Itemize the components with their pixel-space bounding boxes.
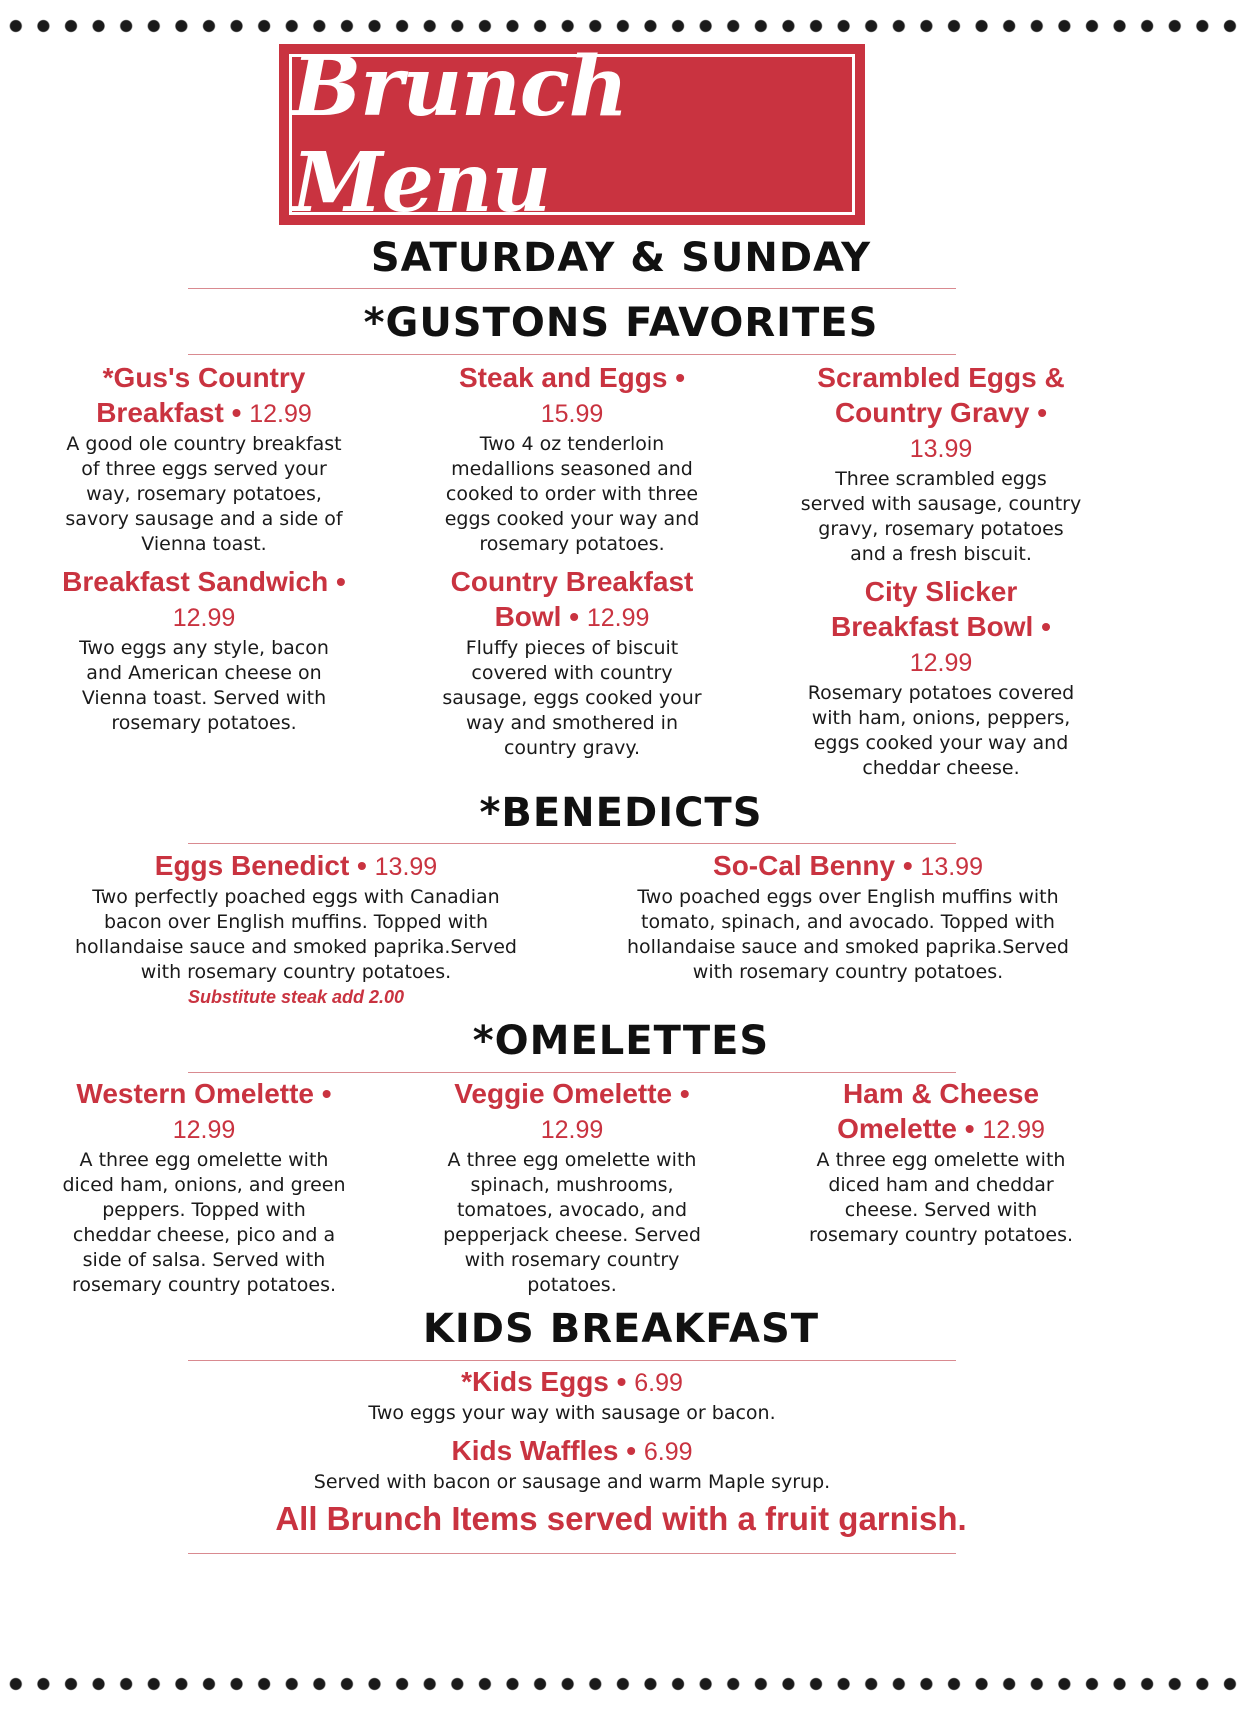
divider <box>188 1553 956 1554</box>
menu-item <box>62 1076 346 1298</box>
menu-title: Brunch Menu <box>292 38 628 231</box>
item-price: 6.99 <box>634 1369 683 1397</box>
item-description: Rosemary potatoes covered with ham, onions, peppers, eggs cooked your way and cheddar cheese. <box>807 682 1075 779</box>
item-price: 13.99 <box>374 853 438 881</box>
item-description: Two eggs your way with sausage or bacon. <box>368 1402 776 1424</box>
divider <box>188 843 956 844</box>
item-name: City Slicker Breakfast Bowl <box>831 576 1034 642</box>
item-description: Two poached eggs over English muffins with tomato, spinach, and avocado. Topped with hollandaise sauce and smoked paprika.Served with rosemary country potatoes. <box>627 886 1069 983</box>
item-price: 12.99 <box>249 400 312 428</box>
menu-item <box>62 360 346 557</box>
item-name: Veggie Omelette <box>454 1078 673 1109</box>
item-price: 12.99 <box>540 1116 604 1144</box>
menu-item <box>188 1433 956 1495</box>
item-description: A three egg omelette with diced ham and cheddar cheese. Served with rosemary country potatoes. <box>808 1149 1074 1246</box>
menu-item <box>618 848 1078 985</box>
section-heading-kids: KIDS BREAKFAST <box>422 1306 820 1352</box>
menu-item <box>188 1364 956 1426</box>
item-description: A good ole country breakfast of three eggs served your way, rosemary potatoes, savory sausage and a side of Vienna toast. <box>65 433 343 555</box>
divider <box>188 354 956 355</box>
item-name: Eggs Benedict <box>154 850 350 881</box>
item-name: Kids Waffles <box>451 1435 619 1466</box>
price-separator: • <box>223 397 250 428</box>
price-separator: • <box>608 1366 635 1397</box>
item-price: 12.99 <box>982 1116 1045 1144</box>
menu-item <box>800 574 1082 781</box>
menu-item <box>62 564 346 736</box>
item-note: Substitute steak add 2.00 <box>187 987 405 1007</box>
price-separator: • <box>672 1078 690 1109</box>
price-separator: • <box>956 1113 983 1144</box>
bottom-dot-border <box>0 1676 1242 1692</box>
item-name: So-Cal Benny <box>713 850 896 881</box>
divider <box>188 1360 956 1361</box>
item-description: Two eggs any style, bacon and American cheese on Vienna toast. Served with rosemary potatoes. <box>79 637 329 734</box>
menu-item <box>432 360 712 557</box>
menu-item <box>432 1076 712 1298</box>
menu-item <box>432 564 712 761</box>
item-description: Served with bacon or sausage and warm Maple syrup. <box>313 1471 831 1493</box>
item-description: Two perfectly poached eggs with Canadian bacon over English muffins. Topped with hollandaise sauce and smoked paprika.Served with rosemary country potatoes. <box>75 886 517 983</box>
item-price: 13.99 <box>909 435 973 463</box>
item-name: Ham & Cheese Omelette <box>837 1078 1040 1144</box>
price-separator: • <box>1033 611 1051 642</box>
item-name: Scrambled Eggs & Country Gravy <box>817 362 1065 428</box>
item-name: Breakfast Sandwich <box>62 566 329 597</box>
item-price: 6.99 <box>643 1438 693 1466</box>
item-name: *Gus's Country Breakfast <box>96 362 306 428</box>
item-name: *Kids Eggs <box>461 1366 609 1397</box>
divider <box>188 1072 956 1073</box>
menu-item <box>800 360 1082 567</box>
item-name: Steak and Eggs <box>458 362 668 393</box>
section-heading-omelettes: *OMELETTES <box>472 1018 770 1064</box>
price-separator: • <box>313 1078 332 1109</box>
title-frame <box>289 38 855 231</box>
title-banner <box>279 38 865 231</box>
item-price: 12.99 <box>586 604 650 632</box>
item-price: 15.99 <box>540 400 604 428</box>
item-name: Country Breakfast Bowl <box>450 566 694 632</box>
price-separator: • <box>895 850 921 881</box>
item-description: Fluffy pieces of biscuit covered with country sausage, eggs cooked your way and smothered in country gravy. <box>442 637 702 759</box>
menu-item <box>800 1076 1082 1248</box>
price-separator: • <box>328 566 346 597</box>
price-separator: • <box>561 601 587 632</box>
top-dot-border <box>0 18 1242 34</box>
days-heading: SATURDAY & SUNDAY <box>370 235 872 281</box>
fruit-garnish-note: All Brunch Items served with a fruit garnish. <box>275 1500 967 1537</box>
price-separator: • <box>667 362 686 393</box>
section-heading-favorites: *GUSTONS FAVORITES <box>363 300 879 346</box>
item-description: A three egg omelette with spinach, mushrooms, tomatoes, avocado, and pepperjack cheese. Served with rosemary country potatoes. <box>443 1149 701 1296</box>
item-price: 12.99 <box>172 604 236 632</box>
price-separator: • <box>618 1435 644 1466</box>
divider <box>188 288 956 289</box>
price-separator: • <box>349 850 375 881</box>
item-price: 12.99 <box>172 1116 236 1144</box>
item-price: 12.99 <box>909 649 973 677</box>
item-description: Two 4 oz tenderloin medallions seasoned and cooked to order with three eggs cooked your way and rosemary potatoes. <box>444 433 700 555</box>
price-separator: • <box>1029 397 1048 428</box>
item-name: Western Omelette <box>76 1078 314 1109</box>
item-description: Three scrambled eggs served with sausage, country gravy, rosemary potatoes and a fresh biscuit. <box>800 468 1082 565</box>
section-heading-benedicts: *BENEDICTS <box>479 790 763 836</box>
item-description: A three egg omelette with diced ham, onions, and green peppers. Topped with cheddar cheese, pico and a side of salsa. Served with rosemary country potatoes. <box>62 1149 346 1296</box>
item-price: 13.99 <box>920 853 983 881</box>
menu-item <box>70 848 522 1010</box>
